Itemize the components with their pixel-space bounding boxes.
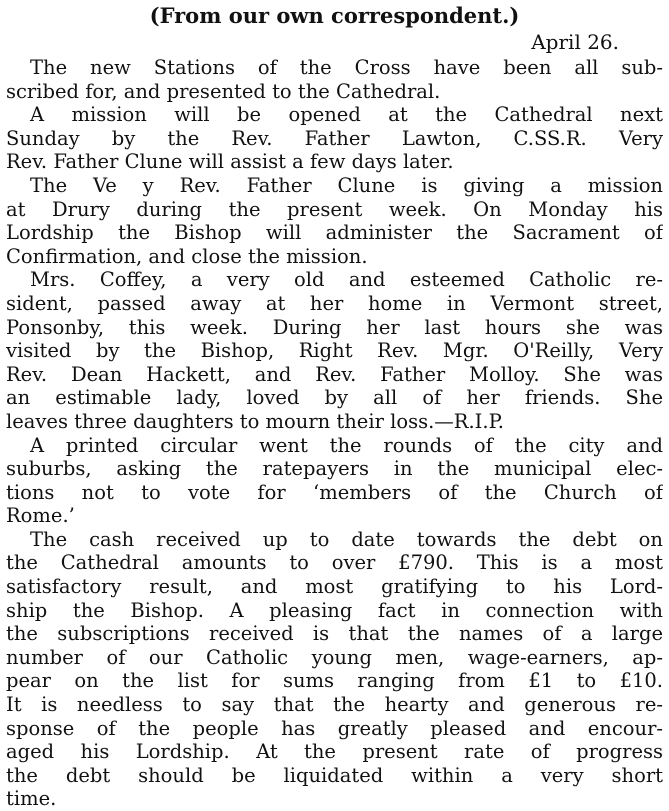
text-line: at Drury during the present week. On Monday his (6, 197, 663, 221)
text-line: scribed for, and presented to the Cathedral. (6, 79, 441, 103)
text-line: the subscriptions received is that the names of a large (6, 622, 663, 646)
text-line: Ponsonby, this week. During her last hours she was (6, 315, 663, 339)
text-line: sponse of the people has greatly pleased and encour- (6, 716, 663, 740)
text-line: A printed circular went the rounds of the city and (30, 433, 663, 457)
text-line: The new Stations of the Cross have been all sub- (30, 56, 663, 79)
text-line: leaves three daughters to mourn their loss.—R.I.P. (6, 409, 504, 433)
text-line: pear on the list for sums ranging from £1 to £10. (6, 669, 663, 693)
paragraph (6, 103, 663, 174)
text-line: suburbs, asking the ratepayers in the municipal elec- (6, 457, 663, 481)
text-line: tions not to vote for ‘members of the Church of (6, 480, 663, 504)
text-line: the Cathedral amounts to over £790. This is a most (6, 551, 663, 575)
article-body (6, 56, 663, 811)
text-line: Rome.’ (6, 504, 75, 528)
text-line: Confirmation, and close the mission. (6, 244, 368, 268)
paragraph (6, 268, 663, 433)
heading: (From our own correspondent.) (149, 3, 520, 28)
text-line: Sunday by the Rev. Father Lawton, C.SS.R. Very (6, 126, 663, 150)
text-line: A mission will be opened at the Cathedral next (30, 103, 663, 127)
text-line: number of our Catholic young men, wage-earners, ap- (6, 645, 663, 669)
text-line: satisfactory result, and most gratifying to his Lord- (6, 575, 663, 599)
text-line: the debt should be liquidated within a very short (6, 763, 663, 787)
text-line: The cash received up to date towards the debt on (30, 527, 663, 551)
text-line: Lordship the Bishop will administer the Sacrament of (6, 221, 663, 245)
text-line: Rev. Father Clune will assist a few days later. (6, 150, 454, 174)
text-line: Mrs. Coffey, a very old and esteemed Catholic re- (30, 268, 663, 292)
text-line: It is needless to say that the hearty and generous re- (6, 693, 663, 717)
text-line: The Ve y Rev. Father Clune is giving a mission (30, 173, 663, 197)
text-line: sident, passed away at her home in Vermont street, (6, 291, 663, 315)
text-line: aged his Lordship. At the present rate of progress (6, 740, 663, 764)
paragraph (6, 174, 663, 268)
text-line: ship the Bishop. A pleasing fact in connection with (6, 598, 663, 622)
text-line: Rev. Dean Hackett, and Rev. Father Molloy. She was (6, 362, 663, 386)
text-line: time. (6, 787, 57, 811)
text-line: visited by the Bishop, Right Rev. Mgr. O'Reilly, Very (6, 339, 663, 363)
paragraph (6, 56, 663, 103)
paragraph (6, 434, 663, 528)
text-line: an estimable lady, loved by all of her friends. She (6, 386, 663, 410)
paragraph (6, 528, 663, 811)
dateline: April 26. (531, 30, 619, 54)
